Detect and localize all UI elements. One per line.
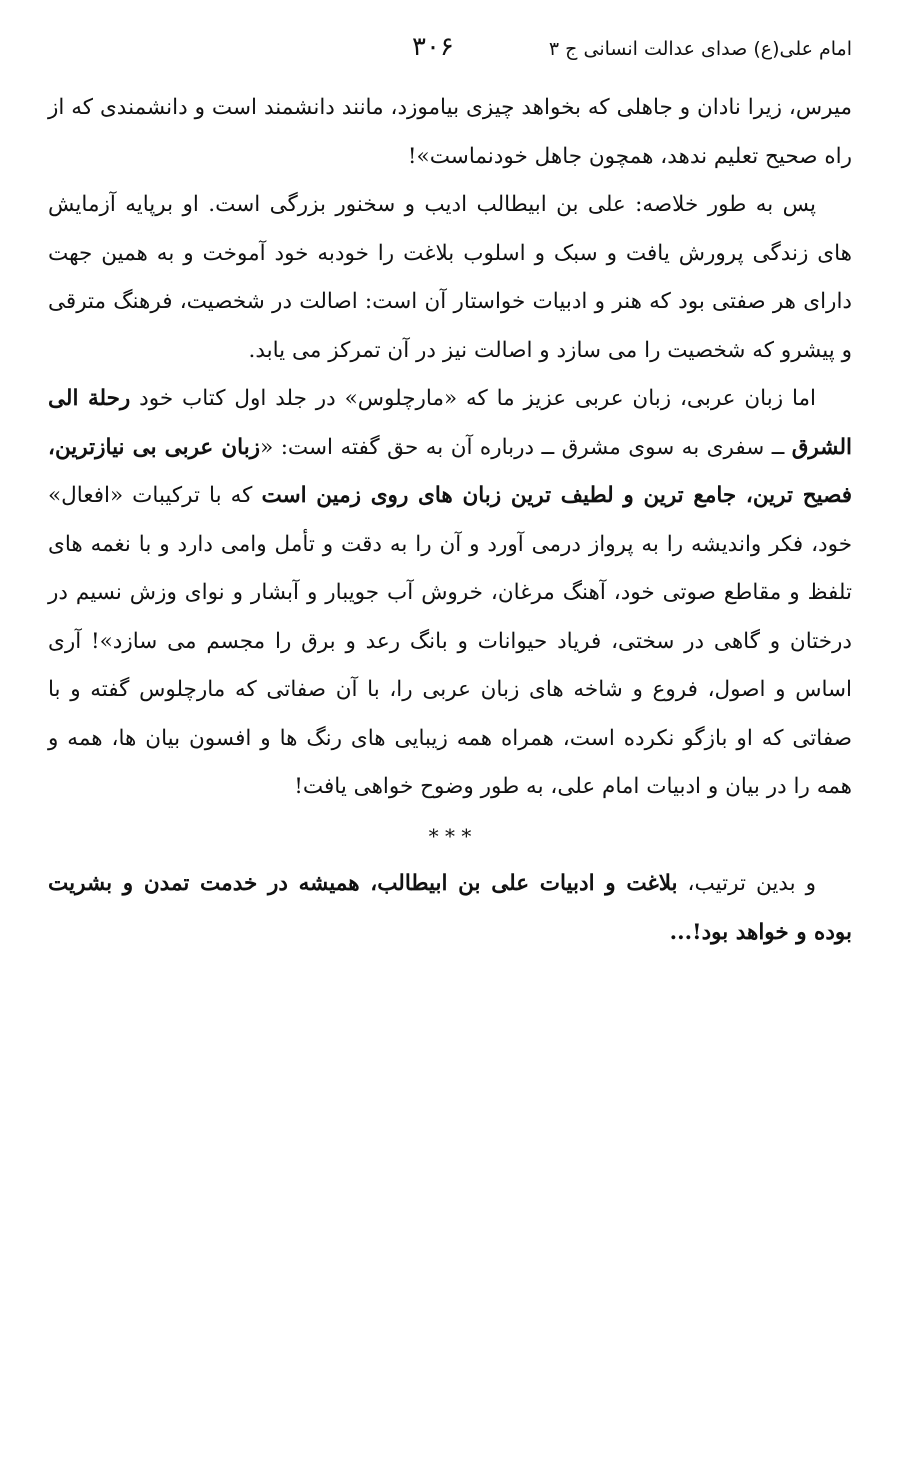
book-title-bold: رحلة الی الشرق (48, 386, 852, 460)
page-number: ۳۰۶ (412, 32, 454, 62)
paragraph-3-part-a: اما زبان عربی، زبان عربی عزیز ما که «مارچلوس» در جلد اول کتاب خود (139, 386, 816, 411)
paragraph-3-part-e: که با ترکیبات «افعال» خود، فکر واندیشه را به پرواز درمی آورد و آن را به دقت و تأمل وامی دارد و با نغمه های تلفظ و مقاطع صوتی خود، آهنگ مرغان، خروش آب جویبار و آبشار و نوای وزش نسیم در درختان و گاهی در سختی، فریاد حیوانات و بانگ رعد و برق را مجسم می سازد»! آری اساس و اصول، فروع و شاخه های زبان عربی را، با آن صفاتی که مارچلوس گفته و با صفاتی که او بازگو نکرده است، همراه همه زیبایی های رنگ ها و افسون بیان ها، همه و همه را در بیان و ادبیات امام علی، به طور وضوح خواهی یافت! (48, 483, 852, 799)
quote-bold: زبان عربی بی نیازترین، فصیح ترین، جامع ترین و لطیف ترین زبان های روی زمین است (48, 434, 853, 508)
running-title: امام علی(ع) صدای عدالت انسانی ج ۳ (548, 38, 852, 60)
paragraph-1: میرس، زیرا نادان و جاهلی که بخواهد چیزی بیاموزد، مانند دانشمند است و دانشمندی که از راه صحیح تعلیم ندهد، همچون جاهل خودنماست»! (48, 95, 852, 169)
page-body (48, 84, 852, 957)
section-separator: * * * (428, 823, 472, 848)
paragraph-2: پس به طور خلاصه: علی بن ابیطالب ادیب و سخنور بزرگی است. او برپایه آزمایش های زندگی پرورش یافت و سبک و اسلوب بلاغت را خودبه خود آموخت و به همین جهت دارای هر صفتی بود که هنر و ادبیات خواستار آن است: اصالت در شخصیت، فرهنگ مترقی و پیشرو که شخصیت را می سازد و اصالت نیز در آن تمرکز می یابد. (48, 192, 852, 363)
paragraph-4-part-a: و بدین ترتیب، (677, 871, 817, 896)
paragraph-4 (48, 860, 852, 957)
paragraph-3 (48, 375, 852, 812)
paragraph-3-part-c: ــ سفری به سوی مشرق ــ درباره آن به حق گفته است: « (260, 434, 792, 460)
page-header (0, 32, 900, 78)
conclusion-bold: بلاغت و ادبیات علی بن ابیطالب، همیشه در خدمت تمدن و بشریت بوده و خواهد بود!... (48, 871, 852, 945)
